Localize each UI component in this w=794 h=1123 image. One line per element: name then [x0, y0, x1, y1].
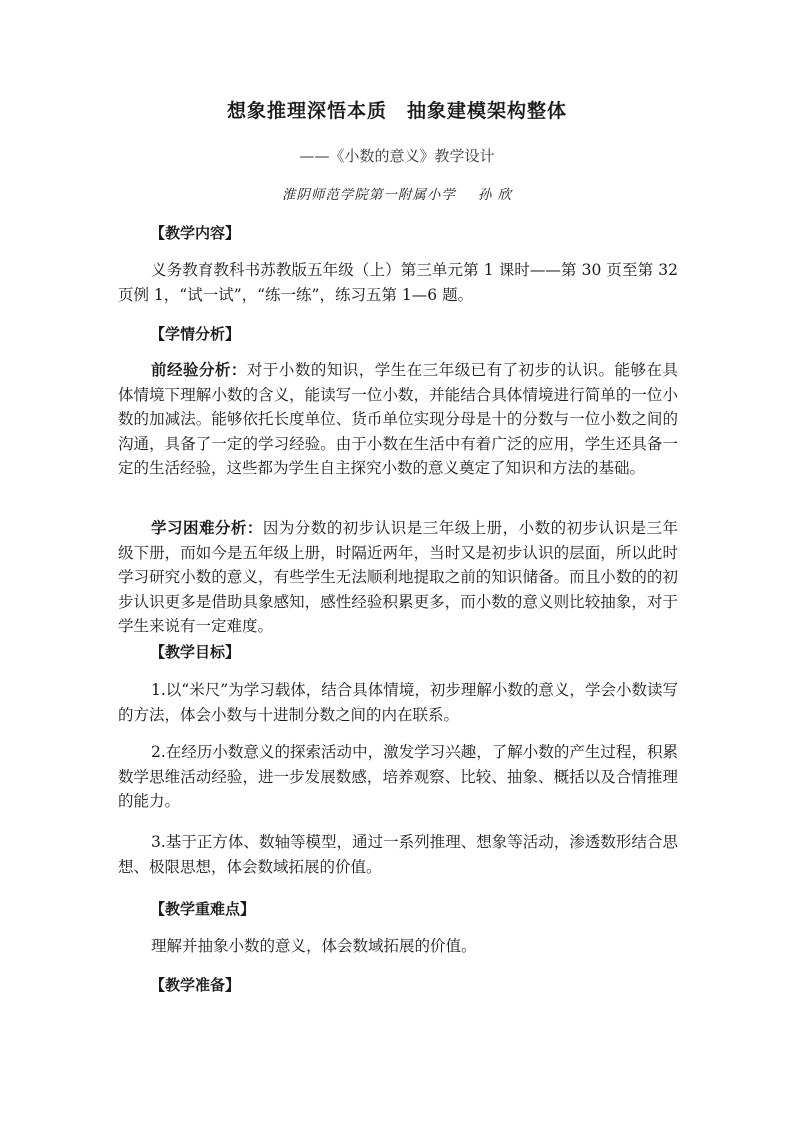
paragraph-lead: 学习困难分析： — [151, 519, 263, 537]
document-title: 想象推理深悟本质 抽象建模架构整体 — [226, 100, 567, 122]
goal-item-1: 1.以“米尺”为学习载体，结合具体情境，初步理解小数的意义，学会小数读写的方法，体会小数与十进制分数之间的内在联系。 — [118, 681, 678, 724]
paragraph-body: 对于小数的知识，学生在三年级已有了初步的认识。能够在具体情境下理解小数的含义，能读写一位小数，并能结合具体情境进行简单的一位小数的加减法。能够依托长度单位、货币单位实现分母是十的分数与一位小数之间的沟通，具备了一定的学习经验。由于小数在生活中有着广泛的应用，学生还具备一定的生活经验，这些都为学生自主探究小数的意义奠定了知识和方法的基础。 — [118, 361, 678, 477]
paragraph-prior-experience — [118, 358, 678, 481]
goal-item-2: 2.在经历小数意义的探索活动中，激发学习兴趣，了解小数的产生过程，积累数学思维活动经验，进一步发展数感，培养观察、比较、抽象、概括以及合情推理的能力。 — [118, 743, 678, 810]
heading-teaching-content: 【教学内容】 — [150, 224, 241, 242]
school-name: 淮阴师范学院第一附属小学 — [281, 187, 456, 203]
paragraph-body: 因为分数的初步认识是三年级上册，小数的初步认识是三年级下册，而如今是五年级上册，时隔近两年，当时又是初步认识的层面，所以此时学习研究小数的意义，有些学生无法顺利地提取之前的知识储备。而且小数的的初步认识更多是借助具象感知，感性经验积累更多，而小数的意义则比较抽象，对于学生来说有一定难度。 — [118, 519, 678, 635]
paragraph-learning-difficulty — [118, 516, 678, 639]
paragraph-key-points: 理解并抽象小数的意义，体会数域拓展的价值。 — [151, 937, 477, 955]
goal-item-3: 3.基于正方体、数轴等模型，通过一系列推理、想象等活动，渗透数形结合思想、极限思想，体会数域拓展的价值。 — [118, 833, 678, 876]
paragraph-lead: 前经验分析： — [151, 361, 247, 379]
heading-teaching-goals: 【教学目标】 — [150, 643, 241, 661]
heading-key-points: 【教学重难点】 — [150, 900, 256, 918]
document-subtitle: ——《小数的意义》教学设计 — [299, 147, 495, 165]
heading-learning-analysis: 【学情分析】 — [150, 325, 241, 343]
author-name: 孙 欣 — [477, 187, 513, 203]
paragraph-teaching-content: 义务教育教科书苏教版五年级（上）第三单元第 1 课时——第 30 页至第 32 页例 1，“试一试”，“练一练”，练习五第 1—6 题。 — [118, 261, 678, 304]
heading-teaching-preparation: 【教学准备】 — [150, 976, 241, 994]
author-line — [0, 183, 794, 203]
